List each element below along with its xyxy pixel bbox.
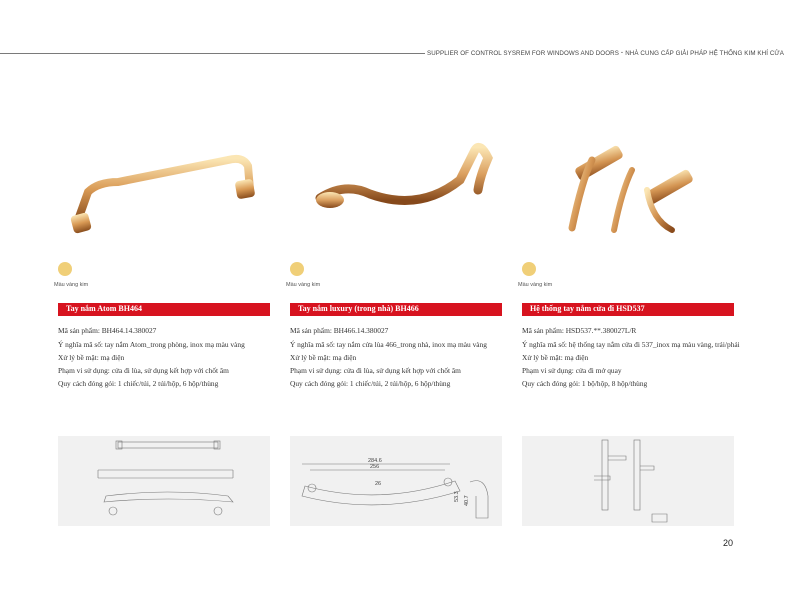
product-title: Tay nắm Atom BH464 bbox=[66, 304, 142, 313]
spec-code: Mã sản phẩm: HSD537.**.380027L/R bbox=[522, 326, 637, 335]
page-number: 20 bbox=[723, 538, 734, 548]
door-handle-set-image bbox=[522, 120, 734, 250]
spec-usage: Phạm vi sử dụng: cửa đi mở quay bbox=[522, 366, 622, 375]
swatch-label: Màu vàng kim bbox=[54, 282, 89, 288]
gold-swatch bbox=[290, 262, 304, 276]
product-column-3 bbox=[518, 0, 740, 593]
technical-drawing-2 bbox=[290, 436, 502, 526]
technical-drawing-1 bbox=[58, 436, 270, 526]
spec-surface: Xử lý bề mặt: mạ điện bbox=[522, 353, 589, 362]
spec-meaning: Ý nghĩa mã số: tay nắm Atom_trong phòng, inox mạ màu vàng bbox=[58, 340, 245, 349]
swatch-label: Màu vàng kim bbox=[518, 282, 553, 288]
spec-usage: Phạm vi sử dụng: cửa đi lùa, sử dụng kết hợp với chốt âm bbox=[58, 366, 229, 375]
spec-meaning: Ý nghĩa mã số: tay nắm cửa lùa 466_trong nhà, inox mạ màu vàng bbox=[290, 340, 487, 349]
spec-packing: Quy cách đóng gói: 1 chiếc/túi, 2 túi/hộp, 6 hộp/thùng bbox=[58, 379, 219, 388]
handle-atom-image bbox=[58, 120, 270, 250]
gold-swatch bbox=[58, 262, 72, 276]
gold-swatch bbox=[522, 262, 536, 276]
header-tagline: SUPPLIER OF CONTROL SYSREM FOR WINDOWS AND DOORS・NHÀ CUNG CẤP GIẢI PHÁP HỆ THỐNG KIM KHÍ CỬA bbox=[427, 50, 785, 57]
dim-overall: 284.6 bbox=[368, 458, 382, 464]
dim-height: 40.7 bbox=[464, 495, 470, 506]
product-title: Tay nắm luxury (trong nhà) BH466 bbox=[298, 304, 419, 313]
spec-code: Mã sản phẩm: BH466.14.380027 bbox=[290, 326, 389, 335]
dim-center: 256 bbox=[370, 464, 380, 470]
spec-packing: Quy cách đóng gói: 1 chiếc/túi, 2 túi/hộp, 6 hộp/thùng bbox=[290, 379, 451, 388]
dim-depth: 53.3 bbox=[454, 491, 460, 502]
product-title-bar bbox=[58, 303, 270, 316]
product-title-bar bbox=[290, 303, 502, 316]
product-column-1 bbox=[54, 0, 270, 593]
handle-luxury-image bbox=[290, 120, 502, 250]
product-title-bar bbox=[522, 303, 734, 316]
product-column-2 bbox=[286, 0, 502, 593]
spec-code: Mã sản phẩm: BH464.14.380027 bbox=[58, 326, 157, 335]
spec-meaning: Ý nghĩa mã số: hệ thống tay nắm cửa đi 537_inox mạ màu vàng, trái/phải bbox=[522, 340, 740, 349]
swatch-label: Màu vàng kim bbox=[286, 282, 321, 288]
spec-packing: Quy cách đóng gói: 1 bộ/hộp, 8 hộp/thùng bbox=[522, 379, 648, 388]
spec-usage: Phạm vi sử dụng: cửa đi lùa, sử dụng kết hợp với chốt âm bbox=[290, 366, 461, 375]
technical-drawing-3 bbox=[522, 436, 734, 526]
spec-surface: Xử lý bề mặt: mạ điện bbox=[290, 353, 357, 362]
product-title: Hệ thống tay nắm cửa đi HSD537 bbox=[530, 304, 645, 313]
dim-width: 26 bbox=[375, 481, 382, 487]
spec-surface: Xử lý bề mặt: mạ điện bbox=[58, 353, 125, 362]
